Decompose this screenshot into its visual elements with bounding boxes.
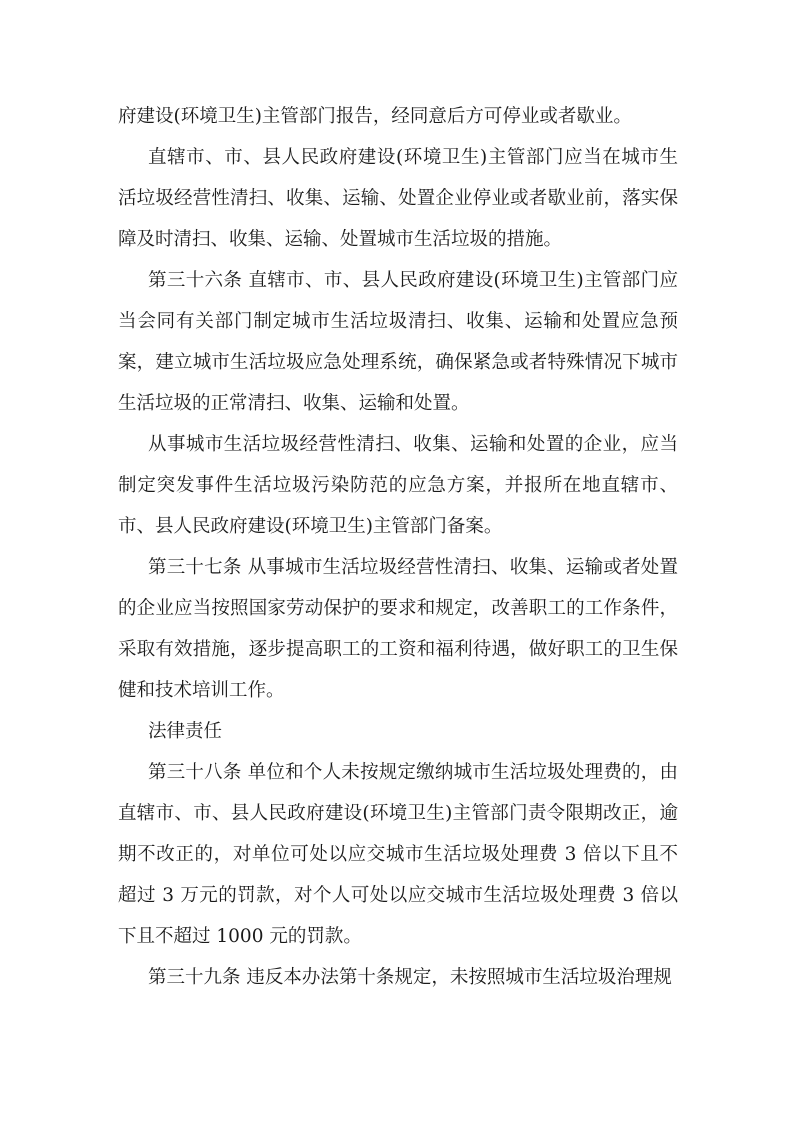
article-36-paragraph: 第三十六条 直辖市、市、县人民政府建设(环境卫生)主管部门应当会同有关部门制定城市生活垃圾清扫、收集、运输和处置应急预案，建立城市生活垃圾应急处理系统，确保紧急或者特殊情况下城市生活垃圾的正常清扫、收集、运输和处置。 [118,270,678,414]
article-39-paragraph: 第三十九条 违反本办法第十条规定，未按照城市生活垃圾治理规 [148,967,672,988]
paragraph-continuation: 府建设(环境卫生)主管部门报告，经同意后方可停业或者歇业。 [118,106,632,127]
section-heading-legal-liability: 法律责任 [148,721,223,742]
article-38-paragraph: 第三十八条 单位和个人未按规定缴纳城市生活垃圾处理费的，由直辖市、市、县人民政府建设(环境卫生)主管部门责令限期改正，逾期不改正的，对单位可处以应交城市生活垃圾处理费 3 倍以下且不超过 3 万元的罚款，对个人可处以应交城市生活垃圾处理费 3 倍以下且不超过 1000 元的罚款。 [118,762,678,947]
document-body [118,96,678,998]
article-37-paragraph: 第三十七条 从事城市生活垃圾经营性清扫、收集、运输或者处置的企业应当按照国家劳动保护的要求和规定，改善职工的工作条件，采取有效措施，逐步提高职工的工资和福利待遇，做好职工的卫生保健和技术培训工作。 [118,557,678,701]
paragraph: 从事城市生活垃圾经营性清扫、收集、运输和处置的企业，应当制定突发事件生活垃圾污染防范的应急方案，并报所在地直辖市、市、县人民政府建设(环境卫生)主管部门备案。 [118,434,678,537]
paragraph: 直辖市、市、县人民政府建设(环境卫生)主管部门应当在城市生活垃圾经营性清扫、收集、运输、处置企业停业或者歇业前，落实保障及时清扫、收集、运输、处置城市生活垃圾的措施。 [118,147,678,250]
